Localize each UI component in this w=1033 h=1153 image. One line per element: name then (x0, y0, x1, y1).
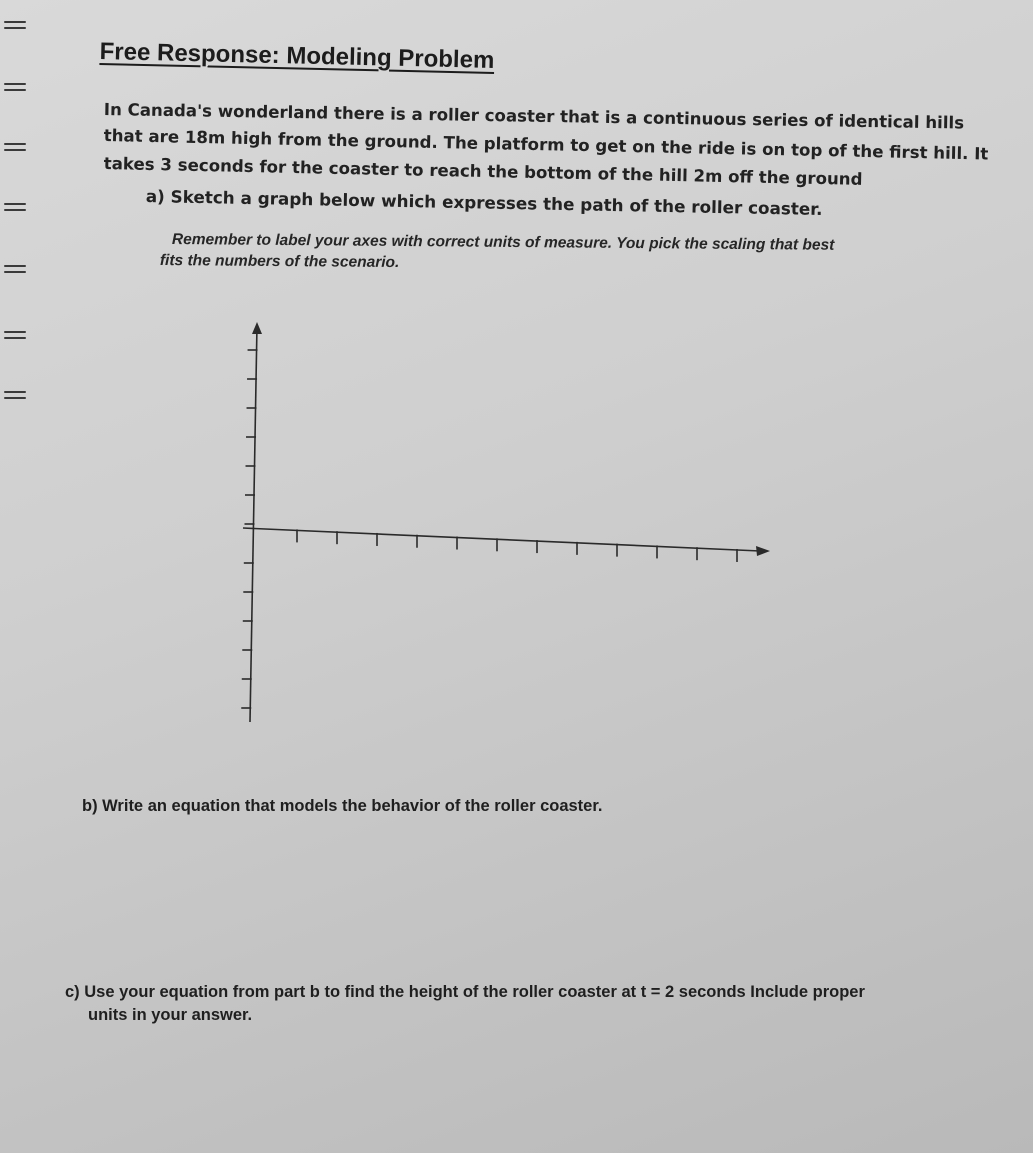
y-axis-line (250, 325, 257, 722)
x-axis-arrowhead (756, 546, 770, 556)
y-axis-arrowhead (252, 322, 262, 334)
part-b-prompt: b) Write an equation that models the behavior of the roller coaster. (82, 797, 603, 815)
binder-hole-mark (0, 262, 30, 276)
part-c-line-2: units in your answer. (88, 1006, 253, 1024)
part-a-prompt: a) Sketch a graph below which expresses the path of the roller coaster. (145, 186, 823, 219)
binder-hole-mark (0, 140, 30, 154)
binder-hole-mark (0, 200, 30, 214)
problem-line-3: takes 3 seconds for the coaster to reach the bottom of the hill 2m off the ground (103, 154, 863, 189)
part-c-line-1: c) Use your equation from part b to find the height of the roller coaster at t = 2 seconds Include proper (65, 983, 865, 1001)
problem-line-1: In Canada's wonderland there is a roller coaster that is a continuous series of identical hills (103, 100, 965, 133)
binder-hole-mark (0, 328, 30, 342)
binder-hole-mark (0, 388, 30, 402)
binder-hole-mark (0, 18, 30, 32)
binder-hole-mark (0, 80, 30, 94)
page-title: Free Response: Modeling Problem (99, 38, 495, 74)
x-axis-line (243, 528, 760, 551)
part-a-note-line-1: Remember to label your axes with correct units of measure. You pick the scaling that best (171, 231, 835, 254)
problem-line-2: that are 18m high from the ground. The platform to get on the ride is on top of the first hill. It (103, 126, 989, 164)
part-a-note-line-2: fits the numbers of the scenario. (159, 252, 400, 272)
